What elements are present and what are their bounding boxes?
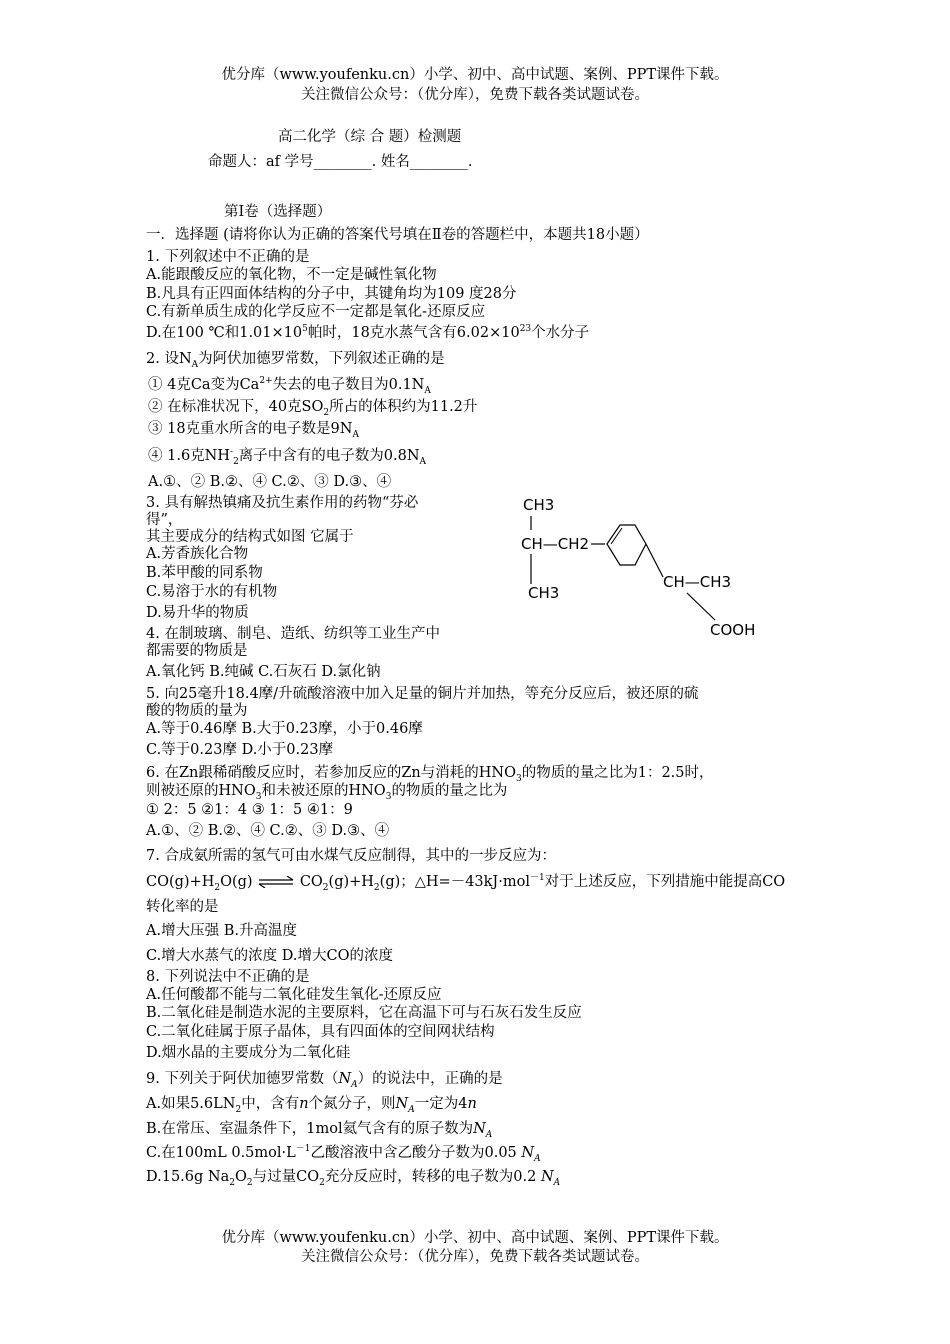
q6-options: ① 2：5 ②1：4 ③ 1：5 ④1：9 [146,802,353,818]
q6-stem-2: 则被还原的$HNO_3$和未被还原的$HNO_3$的物质的量之比为 [146,783,508,802]
q6-choices: A.①、② B.②、④ C.②、③ D.③、④ [146,823,390,839]
q3-stem-1: 3. 具有解热镇痛及抗生素作用的药物“芬必 [146,495,419,511]
section-title: 第Ⅰ卷（选择题） [224,204,332,220]
benzene-ring [607,525,646,565]
q5-stem-2: 酸的物质的量为 [146,703,248,719]
q7-equation: $CO(g)+H_2O(g)$ $CO_2(g)+H_2(g)$；△H=－43kJ·mol$^{-1}$对于上述反应，下列措施中能提高CO [146,873,786,893]
q1-option-d: D.在100 ℃和$1.01\times 10^5$帕时，18克水蒸气含有$6.02\times 10^{23}$个水分子 [146,324,590,341]
q3-option-c: C.易溶于水的有机物 [146,584,278,600]
molecule-ch-ch2: CH—CH2 [521,535,590,553]
footer-line-2: 关注微信公众号：（优分库），免费下载各类试题试卷。 [301,1249,649,1265]
page-title: 高二化学（综 合 题）检测题 [278,129,462,145]
q7-choices-cd: C.增大水蒸气的浓度 D.增大CO的浓度 [146,948,393,964]
q2-statement-4: ④ 1.6克$NH^-_2$离子中含有的电子数为$0.8N_A$ [148,447,427,467]
q2-choices: A.①、② B.②、④ C.②、③ D.③、④ [148,474,392,490]
q5-choices-cd: C.等于0.23摩 D.小于0.23摩 [146,742,334,758]
q9-option-c: C.在100mL $0.5mol\cdot L^{-1}$乙酸溶液中含乙酸分子数为0.05 $N_A$ [146,1144,541,1164]
q3-stem-3: 其主要成分的结构式如图 它属于 [146,529,354,545]
q9-stem: 9. 下列关于阿伏加德罗常数$(N_A)$的说法中，正确的是 [146,1071,503,1090]
header-line-1: 优分库（www.youfenku.cn）小学、初中、高中试题、案例、PPT课件下载。 [221,67,729,83]
q9-option-d: D.15.6g $Na_2O_2$与过量$CO_2$充分反应时，转移的电子数为0.2 $N_A$ [146,1169,561,1188]
q7-choices-ab: A.增大压强 B.升高温度 [146,923,297,939]
instructions: 一．选择题 (请将你认为正确的答案代号填在Ⅱ卷的答题栏中，本题共18小题） [146,227,649,243]
q3-option-b: B.苯甲酸的同系物 [146,565,263,581]
q8-stem: 8. 下列说法中不正确的是 [146,969,310,985]
q7-stem-2: 转化率的是 [146,899,219,915]
molecule-ch3-top: CH3 [523,496,555,514]
author-line: 命题人：af 学号________. 姓名________. [208,154,473,170]
q5-stem-1: 5. 向25毫升18.4摩/升硫酸溶液中加入足量的铜片并加热，等充分反应后，被还原的硫 [146,686,699,702]
q2-statement-3: ③ 18克重水所含的电子数是$9N_A$ [148,421,359,440]
q1-option-b: B.凡具有正四面体结构的分子中，其键角均为109 度28分 [146,286,517,302]
q8-option-a: A.任何酸都不能与二氧化硅发生氧化-还原反应 [146,987,442,1003]
q2-statement-2: ② 在标准状况下，40克$SO_2$所占的体积约为11.2升 [148,399,478,418]
molecule-cooh: COOH [710,621,756,639]
footer-line-1: 优分库（www.youfenku.cn）小学、初中、高中试题、案例、PPT课件下载。 [221,1230,729,1246]
q1-stem: 1. 下列叙述中不正确的是 [146,249,310,265]
q9-option-a: A.如果$5.6LN_2$中，含有n个氮分子，则$N_A$一定为4n [146,1096,477,1115]
q8-option-c: C.二氧化硅属于原子晶体，具有四面体的空间网状结构 [146,1024,495,1040]
equilibrium-arrow-icon [257,876,295,888]
q3-option-a: A.芳香族化合物 [146,546,249,562]
q4-stem-1: 4. 在制玻璃、制皂、造纸、纺织等工业生产中 [146,626,440,642]
q4-stem-2: 都需要的物质是 [146,643,248,659]
ibuprofen-structure-diagram [505,490,775,650]
q1-option-c: C.有新单质生成的化学反应不一定都是氧化-还原反应 [146,304,486,320]
q7-stem: 7. 合成氨所需的氢气可由水煤气反应制得，其中的一步反应为： [146,848,556,864]
q5-choices-ab: A.等于0.46摩 B.大于0.23摩，小于0.46摩 [146,721,423,737]
q2-stem: 2. 设$N_A$为阿伏加德罗常数，下列叙述正确的是 [146,351,445,370]
q2-statement-1: ① 4克Ca变为$Ca^{2+}$失去的电子数目为$0.1N_A$ [148,376,431,396]
molecule-ch3-bottom: CH3 [528,584,560,602]
q3-option-d: D.易升华的物质 [146,605,249,621]
q8-option-d: D.烟水晶的主要成分为二氧化硅 [146,1045,351,1061]
q1-option-a: A.能跟酸反应的氧化物，不一定是碱性氧化物 [146,267,437,283]
molecule-ch-ch3: CH—CH3 [663,573,732,591]
header-line-2: 关注微信公众号：（优分库），免费下载各类试题试卷。 [301,87,649,103]
q4-choices: A.氧化钙 B.纯碱 C.石灰石 D.氯化钠 [146,664,381,680]
q3-stem-2: 得”， [146,512,183,528]
q9-option-b: B.在常压、室温条件下，1mol氦气含有的原子数为$N_A$ [146,1121,493,1140]
q8-option-b: B.二氧化硅是制造水泥的主要原料，它在高温下可与石灰石发生反应 [146,1005,582,1021]
q6-stem-1: 6. 在Zn跟稀硝酸反应时，若参加反应的Zn与消耗的$HNO_3$的物质的量之比为1：2.5时， [146,765,714,784]
